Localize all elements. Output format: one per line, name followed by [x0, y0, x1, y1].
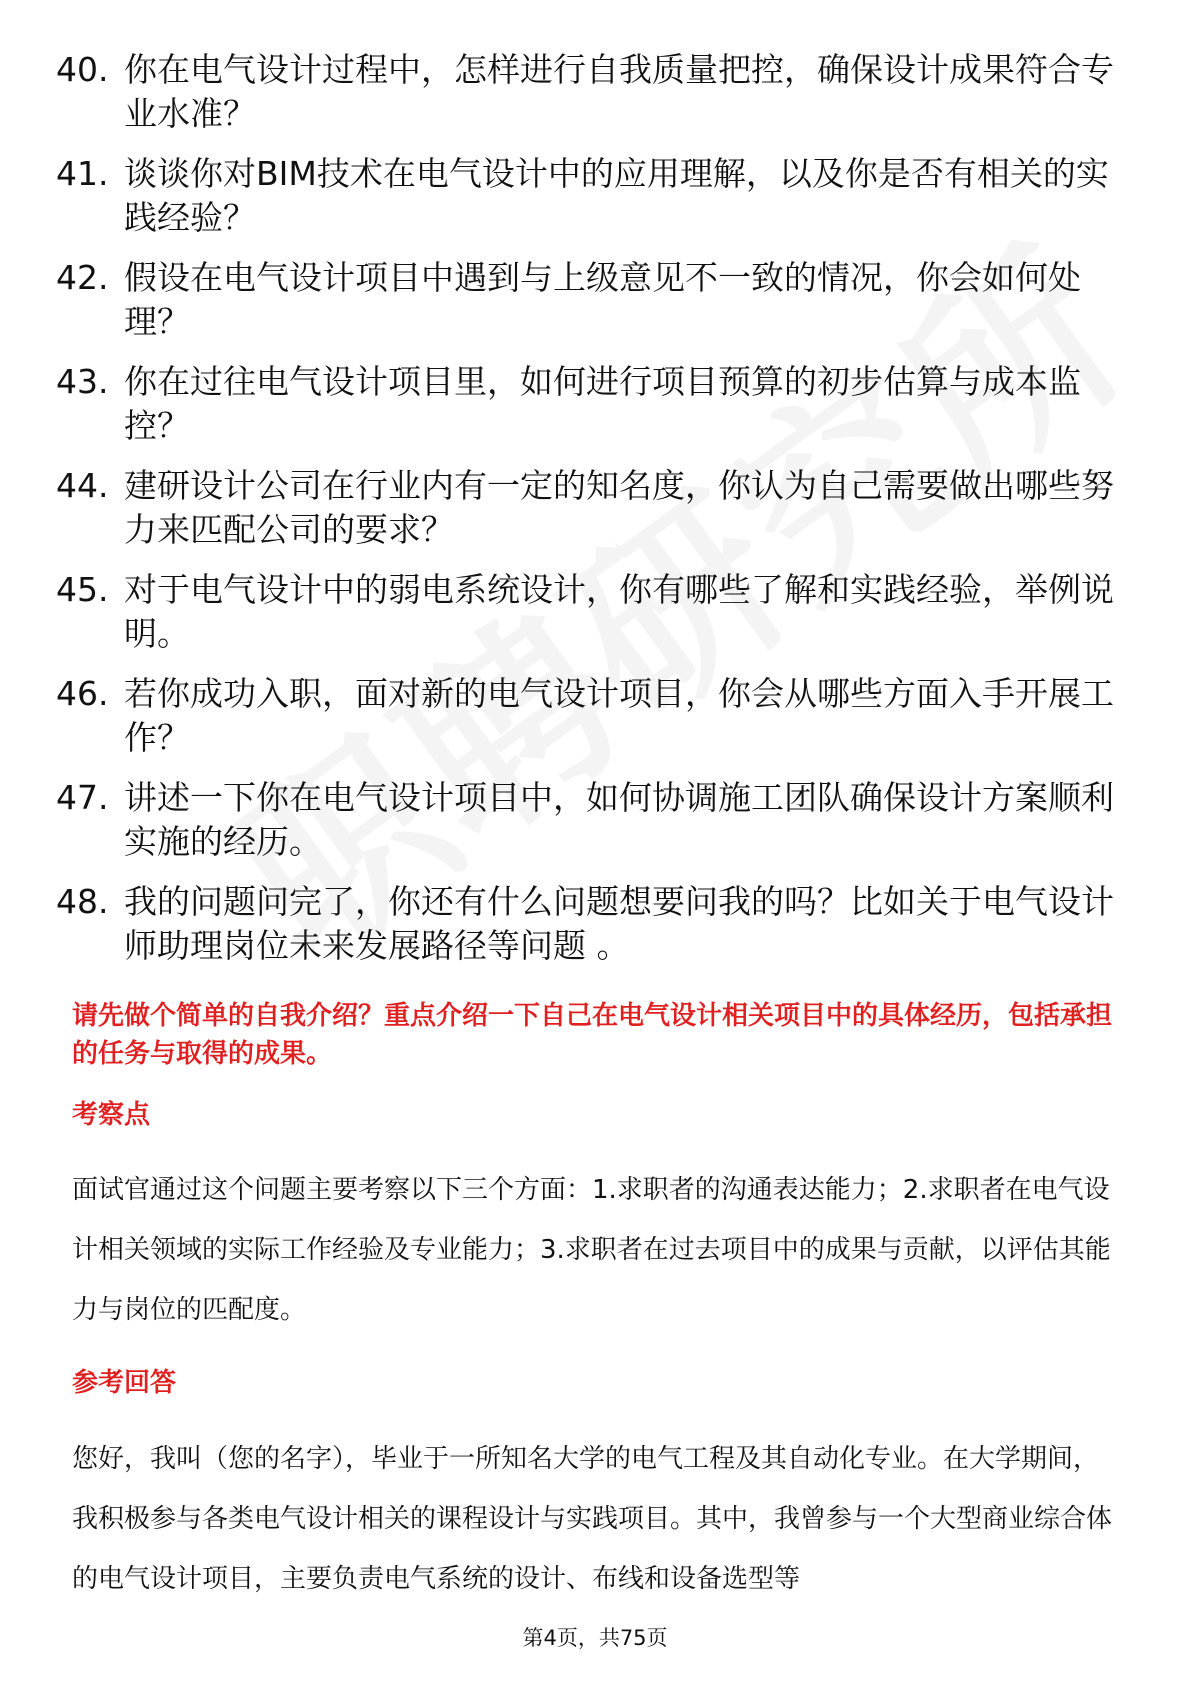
question-text: 假设在电气设计项目中遇到与上级意见不一致的情况，你会如何处理？ [124, 258, 1081, 341]
question-text: 对于电气设计中的弱电系统设计，你有哪些了解和实践经验，举例说明。 [124, 570, 1114, 653]
question-text: 你在电气设计过程中，怎样进行自我质量把控，确保设计成果符合专业水准？ [124, 50, 1114, 133]
question-item [56, 152, 1126, 240]
question-number: 40. [56, 50, 109, 89]
reference-heading: 参考回答 [72, 1368, 177, 1398]
question-number: 46. [56, 674, 109, 713]
question-text: 建研设计公司在行业内有一定的知名度，你认为自己需要做出哪些努力来匹配公司的要求？ [124, 466, 1114, 549]
question-item [56, 672, 1126, 760]
question-number: 41. [56, 154, 109, 193]
question-item [56, 880, 1126, 968]
question-item [56, 776, 1126, 864]
assessment-body: 面试官通过这个问题主要考察以下三个方面：1.求职者的沟通表达能力；2.求职者在电气设计相关领域的实际工作经验及专业能力；3.求职者在过去项目中的成果与贡献，以评估其能力与岗位的匹配度。 [72, 1175, 1111, 1325]
question-text: 我的问题问完了，你还有什么问题想要问我的吗？比如关于电气设计师助理岗位未来发展路径等问题 。 [124, 882, 1114, 965]
question-number: 43. [56, 362, 109, 401]
question-item [56, 360, 1126, 448]
question-number: 47. [56, 778, 109, 817]
question-text: 讲述一下你在电气设计项目中，如何协调施工团队确保设计方案顺利实施的经历。 [124, 778, 1114, 861]
question-list [56, 48, 1126, 984]
main-question: 请先做个简单的自我介绍？重点介绍一下自己在电气设计相关项目中的具体经历，包括承担的任务与取得的成果。 [72, 1001, 1113, 1069]
question-item [56, 568, 1126, 656]
question-item [56, 256, 1126, 344]
question-number: 48. [56, 882, 109, 921]
reference-body: 您好，我叫（您的名字），毕业于一所知名大学的电气工程及其自动化专业。在大学期间，我积极参与各类电气设计相关的课程设计与实践项目。其中，我曾参与一个大型商业综合体的电气设计项目，主要负责电气系统的设计、布线和设备选型等 [72, 1444, 1113, 1594]
question-item [56, 464, 1126, 552]
question-number: 45. [56, 570, 109, 609]
question-text: 若你成功入职，面对新的电气设计项目，你会从哪些方面入手开展工作？ [124, 674, 1114, 757]
question-item [56, 48, 1126, 136]
page-number: 第4页，共75页 [522, 1626, 668, 1650]
question-text: 你在过往电气设计项目里，如何进行项目预算的初步估算与成本监控？ [124, 362, 1081, 445]
question-number: 42. [56, 258, 109, 297]
question-text: 谈谈你对BIM技术在电气设计中的应用理解，以及你是否有相关的实践经验？ [124, 154, 1109, 237]
assessment-heading: 考察点 [72, 1100, 151, 1130]
question-number: 44. [56, 466, 109, 505]
